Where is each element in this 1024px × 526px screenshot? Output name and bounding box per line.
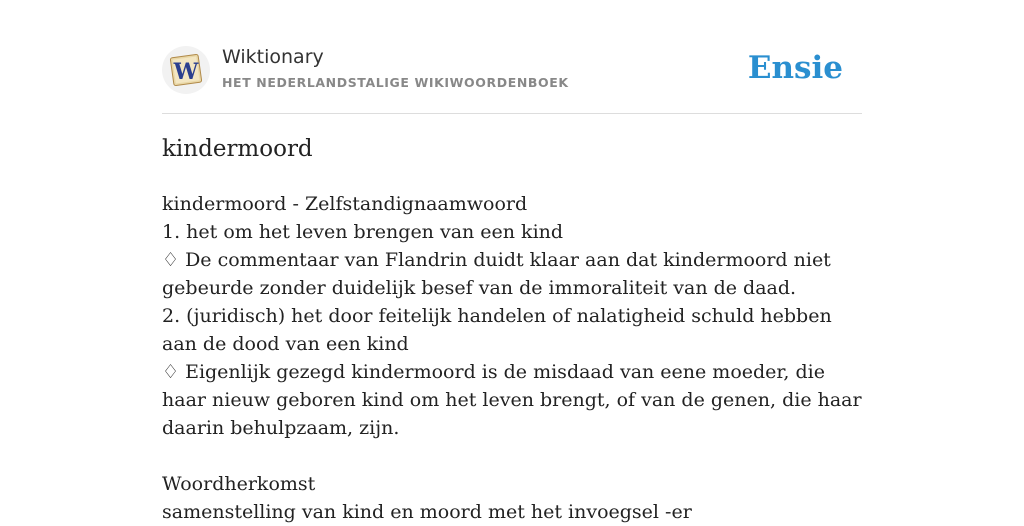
entry-line: 2. (juridisch) het door feitelijk handelen of nalatigheid schuld hebben aan de dood van een kind [162, 305, 832, 355]
site-name[interactable]: Wiktionary [222, 46, 324, 68]
logo-letter: W [173, 59, 199, 85]
ensie-brand-link[interactable]: Ensie [747, 50, 843, 86]
entry-line: 1. het om het leven brengen van een kind [162, 221, 564, 243]
page [162, 0, 862, 523]
entry-line: ♢ Eigenlijk gezegd kindermoord is de misdaad van eene moeder, die haar nieuw geboren kind om het leven brengt, of van de genen, die haar daarin behulpzaam, zijn. [162, 361, 862, 439]
entry-line: kindermoord - Zelfstandignaamwoord [162, 193, 528, 215]
entry-title: kindermoord [162, 136, 313, 162]
entry-body [162, 190, 862, 526]
etymology-heading: Woordherkomst [162, 473, 316, 495]
wiktionary-logo-icon[interactable] [162, 46, 210, 94]
entry-line: ♢ De commentaar van Flandrin duidt klaar aan dat kindermoord niet gebeurde zonder duidelijk besef van de immoraliteit van de daad. [162, 249, 831, 299]
site-header [162, 0, 862, 114]
spacer [162, 442, 862, 470]
etymology-text: samenstelling van kind en moord met het invoegsel -er [162, 501, 692, 523]
site-subtitle: HET NEDERLANDSTALIGE WIKIWOORDENBOEK [222, 75, 569, 90]
